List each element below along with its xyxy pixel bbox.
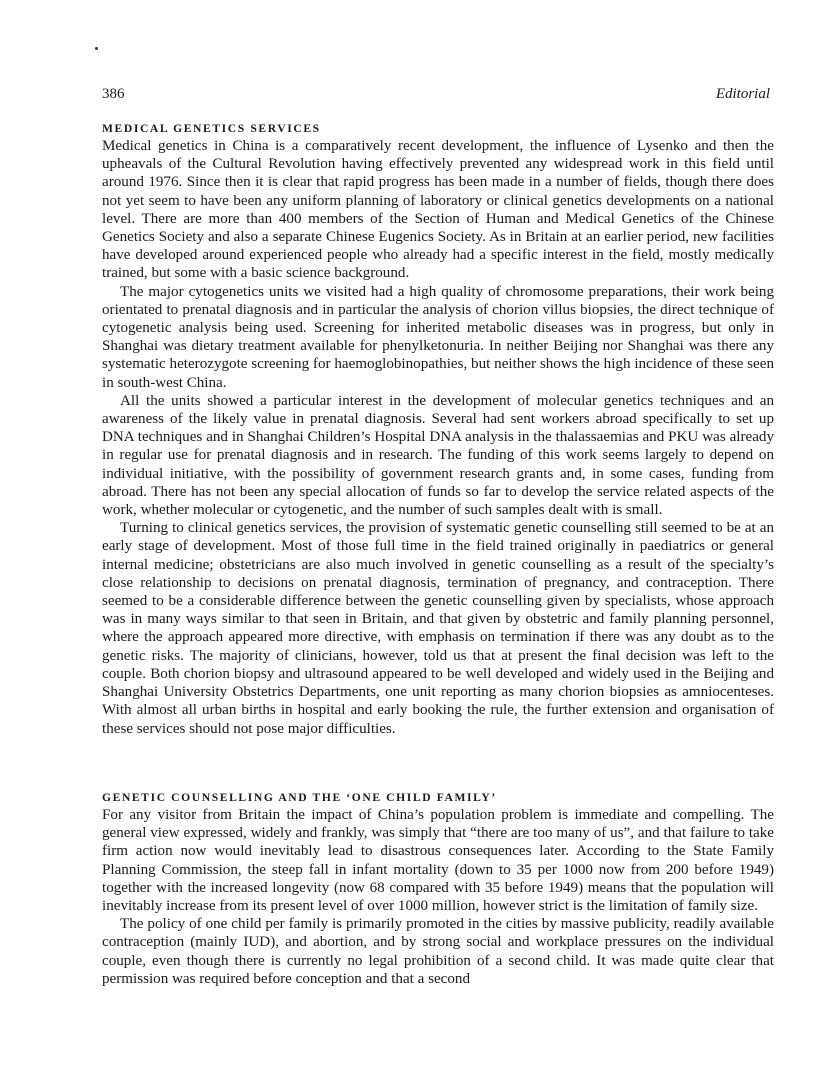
section-heading: GENETIC COUNSELLING AND THE ‘ONE CHILD FAMILY’ — [102, 791, 497, 804]
section-medical-genetics-services — [102, 121, 774, 738]
paragraph: For any visitor from Britain the impact of China’s population problem is immediate and compelling. The general view expressed, widely and frankly, was simply that “there are too many of us”, and that failure to take firm action now would inevitably lead to disastrous consequences later. According to the State Family Planning Commission, the steep fall in infant mortality (down to 35 per 1000 now from 200 before 1949) together with the increased longevity (now 68 compared with 35 before 1949) means that the population will inevitably increase from its present level of over 1000 million, however strict is the limitation of family size. — [102, 807, 774, 915]
paragraph: Medical genetics in China is a comparatively recent development, the influence of Lysenko and then the upheavals of the Cultural Revolution having effectively prevented any widespread work in this field until around 1976. Since then it is clear that rapid progress has been made in a number of fields, though there does not yet seem to have been any uniform planning of laboratory or clinical genetics developments on a national level. There are more than 400 members of the Section of Human and Medical Genetics of the Chinese Genetics Society and also a separate Chinese Eugenics Society. As in Britain at an earlier period, new facilities have developed around experienced people who already had a specific interest in the field, mostly medically trained, but some with a basic science background. — [102, 138, 774, 282]
paragraph: Turning to clinical genetics services, the provision of systematic genetic counselling still seemed to be at an early stage of development. Most of those full time in the field trained originally in paediatrics or general internal medicine; obstetricians are also much involved in genetic counselling as a result of the specialty’s close relationship to decisions on prenatal diagnosis, termination of pregnancy, and contraception. There seemed to be a considerable difference between the genetic counselling given by specialists, whose approach was in many ways similar to that seen in Britain, and that given by obstetric and family planning personnel, where the approach appeared more directive, with emphasis on termination if there was any doubt as to the genetic risks. The majority of clinicians, however, told us that at present the final decision was left to the couple. Both chorion biopsy and ultrasound appeared to be well developed and widely used in the Beijing and Shanghai University Obstetrics Departments, one unit reporting as many chorion biopsies as amniocenteses. With almost all urban births in hospital and early booking the rule, the further extension and organisation of these services should not pose major difficulties. — [102, 520, 774, 737]
journal-section: Editorial — [715, 86, 770, 102]
section-heading: MEDICAL GENETICS SERVICES — [102, 122, 321, 135]
paragraph: The major cytogenetics units we visited had a high quality of chromosome preparations, their work being orientated to prenatal diagnosis and in particular the analysis of chorion villus biopsies, the direct technique of cytogenetic analysis being used. Screening for inherited metabolic diseases was in progress, but only in Shanghai was dietary treatment available for phenylketonuria. In neither Beijing nor Shanghai was there any systematic heterozygote screening for haemoglobinopathies, but neither shows the high incidence of these seen in south-west China. — [102, 283, 774, 391]
paragraph: All the units showed a particular interest in the development of molecular genetics techniques and an awareness of the likely value in prenatal diagnosis. Several had sent workers abroad specifically to set up DNA techniques and in Shanghai Children’s Hospital DNA analysis in the thalassaemias and PKU was already in regular use for prenatal diagnosis and in research. The funding of this work seems largely to depend on individual initiative, with the possibility of government research grants and, in some cases, funding from abroad. There has not been any special allocation of funds so far to develop the service related aspects of the work, whether molecular or cytogenetic, and the number of such samples dealt with is small. — [102, 392, 774, 519]
paragraph: The policy of one child per family is primarily promoted in the cities by massive publicity, readily available contraception (mainly IUD), and abortion, and by strong social and workplace pressures on the individual couple, even though there is currently no legal prohibition of a second child. It was made quite clear that permission was required before conception and that a second — [102, 916, 774, 987]
section-one-child-family — [102, 790, 774, 988]
page-number: 386 — [102, 86, 125, 102]
scan-speck — [95, 47, 98, 50]
running-head — [102, 84, 770, 104]
